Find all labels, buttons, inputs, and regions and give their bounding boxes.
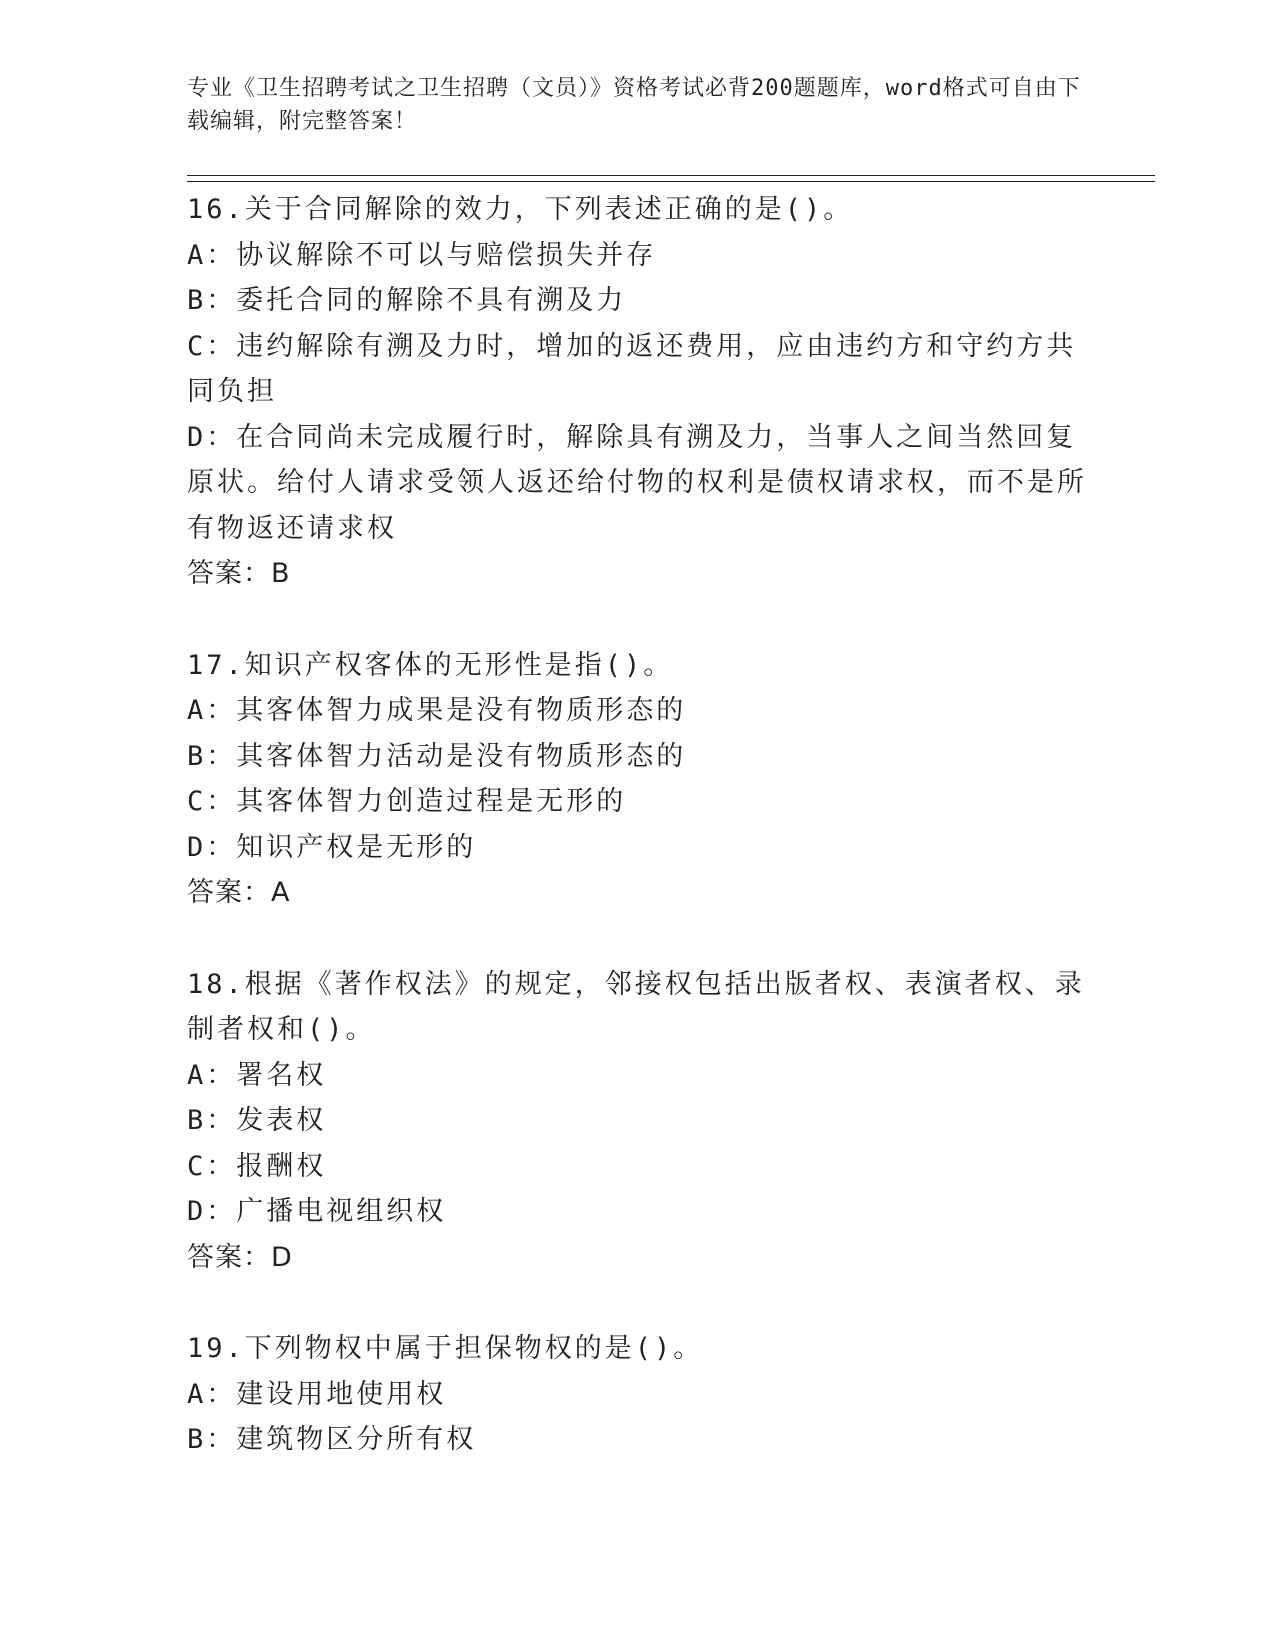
option-key: C ：	[187, 1151, 236, 1182]
option-text: 在合同尚未完成履行时，解除具有溯及力，当事人之间当然回复原状。给付人请求受领人返还给付物的权利是债权请求权，而不是所有物返还请求权	[187, 421, 1087, 544]
option-d	[187, 825, 1087, 871]
option-text: 报酬权	[236, 1150, 327, 1182]
option-text: 其客体智力成果是没有物质形态的	[236, 695, 687, 726]
answer-label: 答案 ：	[187, 1242, 271, 1273]
question-18	[187, 962, 1087, 1281]
option-text: 协议解除不可以与赔偿损失并存	[236, 239, 657, 271]
option-key: A ：	[187, 695, 236, 726]
question-number: 19 .	[187, 1333, 245, 1364]
question-19	[187, 1326, 1087, 1463]
answer-label: 答案 ：	[187, 558, 271, 589]
option-key: C ：	[187, 331, 236, 362]
option-key: B ：	[187, 741, 236, 772]
option-key: A ：	[187, 1060, 236, 1091]
option-key: D ：	[187, 422, 236, 453]
option-a	[187, 1372, 1087, 1418]
header-rule-top	[187, 175, 1155, 176]
option-text: 违约解除有溯及力时，增加的返还费用，应由违约方和守约方共同负担	[187, 330, 1077, 407]
option-text: 署名权	[236, 1059, 327, 1091]
option-d	[187, 1189, 1087, 1235]
option-a	[187, 1053, 1087, 1099]
document-header: 专业《卫生招聘考试之卫生招聘（文员）》资格考试必背200题题库，word格式可自由下载编辑，附完整答案！	[187, 76, 1081, 134]
option-c	[187, 324, 1087, 415]
option-text: 建筑物区分所有权	[236, 1424, 477, 1455]
option-key: C ：	[187, 786, 236, 817]
option-text: 广播电视组织权	[236, 1196, 447, 1227]
answer-value: D	[271, 1241, 293, 1273]
option-text: 建设用地使用权	[236, 1378, 447, 1410]
option-c	[187, 779, 1087, 825]
option-key: D ：	[187, 832, 236, 863]
option-text: 委托合同的解除不具有溯及力	[236, 285, 627, 316]
question-number: 17 .	[187, 650, 245, 681]
question-stem	[187, 643, 1087, 689]
question-list	[187, 187, 1087, 1463]
question-text: 知识产权客体的无形性是指()。	[244, 649, 674, 681]
question-text: 关于合同解除的效力，下列表述正确的是()。	[244, 194, 854, 225]
answer-line	[187, 1235, 1087, 1281]
option-b	[187, 1098, 1087, 1144]
question-17	[187, 643, 1087, 916]
answer-label: 答案 ：	[187, 877, 271, 908]
question-text: 下列物权中属于担保物权的是()。	[244, 1333, 704, 1364]
question-text: 根据《著作权法》的规定，邻接权包括出版者权、表演者权、录制者权和()。	[187, 968, 1085, 1045]
answer-value: A	[271, 877, 291, 908]
option-b	[187, 1417, 1087, 1463]
question-number: 16 .	[187, 194, 245, 225]
question-stem	[187, 1326, 1087, 1372]
header-rule-bottom	[187, 181, 1155, 182]
option-key: A ：	[187, 1379, 236, 1410]
option-key: D ：	[187, 1196, 236, 1227]
answer-line	[187, 870, 1087, 916]
option-c	[187, 1144, 1087, 1190]
question-stem	[187, 187, 1087, 233]
option-text: 其客体智力创造过程是无形的	[236, 786, 627, 817]
option-d	[187, 415, 1087, 552]
option-key: B ：	[187, 1424, 236, 1455]
option-key: B ：	[187, 285, 236, 316]
option-a	[187, 688, 1087, 734]
question-stem	[187, 962, 1087, 1053]
option-a	[187, 233, 1087, 279]
option-key: A ：	[187, 240, 236, 271]
option-key: B ：	[187, 1105, 236, 1136]
option-text: 其客体智力活动是没有物质形态的	[236, 740, 687, 772]
answer-line	[187, 551, 1087, 597]
option-text: 发表权	[236, 1105, 327, 1136]
answer-value: B	[271, 558, 291, 589]
question-16	[187, 187, 1087, 597]
option-b	[187, 278, 1087, 324]
option-b	[187, 734, 1087, 780]
question-number: 18 .	[187, 969, 245, 1000]
option-text: 知识产权是无形的	[236, 831, 477, 863]
